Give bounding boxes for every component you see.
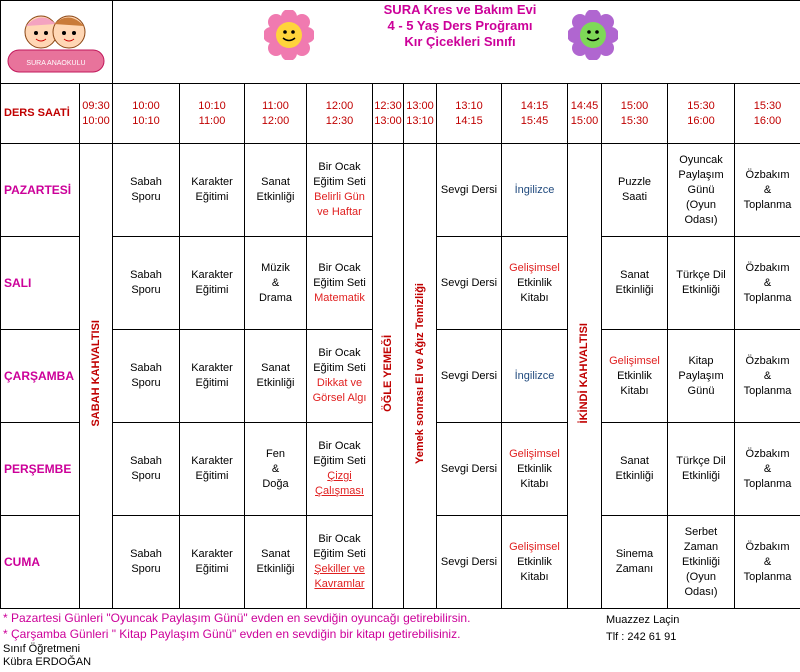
cell-line: Sporu <box>131 191 161 203</box>
cell-line: 11:00 <box>198 114 226 127</box>
cell-line: Sanat <box>261 362 290 374</box>
pink-flower-icon <box>264 10 314 60</box>
cell-line: Matematik <box>314 291 365 304</box>
activity-cell <box>180 423 245 516</box>
cell-line: & <box>763 276 772 289</box>
activity-cell <box>113 516 180 609</box>
cell-line: Toplanma <box>743 198 792 211</box>
activity-cell <box>668 423 735 516</box>
cell-line: Kitabı <box>520 291 549 304</box>
activity-cell <box>735 237 800 330</box>
cell-line: Sevgi Dersi <box>440 276 498 289</box>
cell-line: Kitap <box>688 354 714 367</box>
cell-line: Paylaşım <box>678 369 724 382</box>
cell-line: Sabah <box>130 176 162 188</box>
cell-line: Çalışması <box>315 485 364 497</box>
time-slot <box>668 84 735 144</box>
cell-line: 10:00 <box>132 99 160 112</box>
cell-line: Zamanı <box>615 563 654 575</box>
cell-line: Etkinliği <box>256 377 295 389</box>
activity-cell <box>668 144 735 237</box>
title-line-1: SURA Kres ve Bakım Evi <box>383 2 537 17</box>
cell-line: Etkinlik <box>617 369 652 382</box>
cell-line: Karakter <box>191 269 233 281</box>
cell-line: Günü <box>687 384 715 397</box>
time-slot <box>404 84 437 144</box>
green-flower-icon <box>568 10 618 60</box>
cell-line: Bir Ocak <box>318 261 361 274</box>
cell-line: 10:10 <box>198 99 226 112</box>
cell-line: Karakter <box>191 362 233 374</box>
cell-line: Etkinliği <box>682 284 720 296</box>
cell-line: Çizgi <box>327 470 352 482</box>
header-label: DERS SAATİ <box>1 84 80 144</box>
cell-line: Doğa <box>262 477 289 490</box>
cell-line: Fen <box>266 447 285 460</box>
table-row <box>1 144 800 237</box>
cell-line: 16:00 <box>753 114 782 127</box>
cell-line: Özbakım <box>745 540 790 553</box>
day-name: CUMA <box>1 516 80 609</box>
cell-line: Dikkat ve <box>316 377 363 389</box>
cell-line: Sevgi Dersi <box>440 369 498 382</box>
day-name: SALI <box>1 237 80 330</box>
cell-line: ve Haftar <box>317 206 362 218</box>
cell-line: Eğitimi <box>195 563 229 575</box>
cell-line: & <box>763 183 772 196</box>
cell-line: Toplanma <box>743 384 792 397</box>
logo-text: SURA ANAOKULU <box>26 60 86 67</box>
cell-line: 10:10 <box>132 114 160 127</box>
cell-line: Karakter <box>191 548 233 560</box>
cell-line: Toplanma <box>743 291 792 304</box>
day-name: PERŞEMBE <box>1 423 80 516</box>
cell-line: Sabah <box>130 455 162 467</box>
activity-cell <box>307 423 373 516</box>
lunch-cell <box>373 144 404 609</box>
cell-line: (Oyun <box>686 570 716 583</box>
hygiene-cell <box>404 144 437 609</box>
cell-line: Sabah <box>130 548 162 560</box>
cell-line: Özbakım <box>745 168 790 181</box>
cell-line: Türkçe Dil <box>676 269 726 281</box>
activity-cell <box>502 144 568 237</box>
cell-line: Sporu <box>131 377 161 389</box>
cell-line: Odası) <box>684 585 718 598</box>
cell-line: 12:30 <box>325 114 354 127</box>
activity-cell <box>307 144 373 237</box>
cell-line: Şekiller ve <box>314 563 365 575</box>
cell-line: Eğitimi <box>195 377 229 389</box>
cell-line: Eğitim Seti <box>313 455 366 467</box>
cell-line: Türkçe Dil <box>676 455 726 467</box>
cell-line: Sporu <box>131 284 161 296</box>
cell-line: Müzik <box>261 261 290 274</box>
cell-line: 15:30 <box>620 114 649 127</box>
cell-line: 15:30 <box>753 99 782 112</box>
activity-cell <box>245 516 307 609</box>
cell-line: 11:00 <box>262 99 289 112</box>
breakfast-cell <box>80 144 113 609</box>
activity-cell <box>602 516 668 609</box>
cell-line: Gelişimsel <box>509 261 560 274</box>
cell-line: Eğitimi <box>195 284 229 296</box>
cell-line: Sevgi Dersi <box>440 462 498 475</box>
cell-line: Zaman <box>683 540 719 553</box>
cell-line: Gelişimsel <box>509 447 560 460</box>
cell-line: Eğitim Seti <box>313 548 366 560</box>
cell-line: Puzzle <box>617 176 652 188</box>
cell-line: 12:30 <box>374 99 402 112</box>
hygiene-label: Yemek sonrası El ve Ağız Temizliği <box>413 283 426 464</box>
title-line-3: Kır Çicekleri Sınıfı <box>404 34 516 49</box>
kids-logo-icon <box>6 6 106 78</box>
cell-line: Etkinliği <box>615 284 654 296</box>
breakfast-label: SABAH KAHVALTISI <box>89 320 102 427</box>
activity-cell <box>602 423 668 516</box>
activity-cell <box>245 423 307 516</box>
activity-cell <box>735 330 800 423</box>
cell-line: Günü <box>687 183 715 196</box>
cell-line: 13:10 <box>455 99 483 112</box>
cell-line: (Oyun <box>686 198 716 211</box>
time-slot <box>437 84 502 144</box>
activity-cell <box>245 144 307 237</box>
cell-line: Kitabı <box>520 570 549 583</box>
cell-line: 09:30 <box>82 99 110 112</box>
cell-line: Etkinlik <box>517 555 552 568</box>
cell-line: Sinema <box>615 548 654 560</box>
activity-cell <box>180 516 245 609</box>
teacher-name: Kübra ERDOĞAN <box>3 656 92 668</box>
cell-line: Toplanma <box>743 570 792 583</box>
cell-line: 15:00 <box>570 114 599 127</box>
cell-line: 16:00 <box>687 114 715 127</box>
time-slot <box>568 84 602 144</box>
cell-line: Sanat <box>261 176 290 188</box>
cell-line: Eğitim Seti <box>313 362 366 374</box>
activity-cell <box>437 330 502 423</box>
cell-line: Etkinliği <box>682 470 720 482</box>
cell-line: İngilizce <box>514 183 555 196</box>
cell-line: Özbakım <box>745 261 790 274</box>
activity-cell <box>502 330 568 423</box>
time-slot <box>602 84 668 144</box>
cell-line: Sevgi Dersi <box>440 183 498 196</box>
time-slot <box>735 84 800 144</box>
activity-cell <box>307 330 373 423</box>
activity-cell <box>307 516 373 609</box>
activity-cell <box>602 144 668 237</box>
cell-line: Bir Ocak <box>318 161 361 173</box>
cell-line: Sporu <box>131 563 161 575</box>
cell-line: Belirli Gün <box>314 191 365 203</box>
time-slot <box>80 84 113 144</box>
activity-cell <box>437 144 502 237</box>
cell-line: Etkinliği <box>615 470 654 482</box>
cell-line: Bir Ocak <box>318 440 361 452</box>
cell-line: Toplanma <box>743 477 792 490</box>
activity-cell <box>245 237 307 330</box>
note-1: * Pazartesi Günleri "Oyuncak Paylaşım Günü" evden en sevdiğin oyuncağı getirebilirsin. <box>3 611 471 625</box>
activity-cell <box>113 144 180 237</box>
cell-line: 12:00 <box>261 114 290 127</box>
activity-cell <box>307 237 373 330</box>
activity-cell <box>113 423 180 516</box>
cell-line: Özbakım <box>745 447 790 460</box>
activity-cell <box>437 423 502 516</box>
cell-line: Kitabı <box>620 384 649 397</box>
teacher-info <box>3 643 91 669</box>
cell-line: & <box>763 462 772 475</box>
day-name: ÇARŞAMBA <box>1 330 80 423</box>
cell-line: Etkinlik <box>517 462 552 475</box>
cell-line: Oyuncak <box>679 153 723 166</box>
time-slot <box>307 84 373 144</box>
page-title <box>360 2 560 50</box>
contact-name: Muazzez Laçin <box>606 614 680 626</box>
cell-line: Bir Ocak <box>318 347 361 359</box>
cell-line: 15:00 <box>620 99 649 112</box>
activity-cell <box>113 237 180 330</box>
cell-line: Sanat <box>261 548 290 560</box>
time-slot <box>245 84 307 144</box>
cell-line: & <box>763 555 772 568</box>
activity-cell <box>735 144 800 237</box>
activity-cell <box>602 237 668 330</box>
activity-cell <box>668 516 735 609</box>
cell-line: Etkinlik <box>517 276 552 289</box>
activity-cell <box>113 330 180 423</box>
snack-cell <box>568 144 602 609</box>
cell-line: Eğitim Seti <box>313 276 366 289</box>
cell-line: Etkinliği <box>256 563 295 575</box>
cell-line: Karakter <box>191 455 233 467</box>
cell-line: 13:10 <box>406 114 434 127</box>
cell-line: 14:45 <box>570 99 599 112</box>
activity-cell <box>668 237 735 330</box>
cell-line: Sabah <box>130 269 162 281</box>
cell-line: Sanat <box>620 455 649 467</box>
cell-line: Gelişimsel <box>609 354 660 367</box>
contact-info <box>606 612 679 646</box>
note-2: * Çarşamba Günleri " Kitap Paylaşım Günü" evden en sevdiğin bir kitapı getirebilisiniz. <box>3 627 461 641</box>
cell-line: Sanat <box>620 269 649 281</box>
cell-line: Bir Ocak <box>318 533 361 545</box>
activity-cell <box>180 144 245 237</box>
cell-line: Saati <box>621 191 648 203</box>
cell-line: 15:30 <box>687 99 715 112</box>
cell-line: 14:15 <box>455 114 483 127</box>
contact-phone: Tlf : 242 61 91 <box>606 631 677 643</box>
cell-line: 10:00 <box>82 114 110 127</box>
notes <box>3 610 470 642</box>
cell-line: Paylaşım <box>678 168 724 181</box>
cell-line: Etkinliği <box>682 555 720 568</box>
cell-line: Serbet <box>684 525 718 538</box>
cell-line: Eğitim Seti <box>313 176 366 188</box>
day-name: PAZARTESİ <box>1 144 80 237</box>
cell-line: Gelişimsel <box>509 540 560 553</box>
time-slot <box>180 84 245 144</box>
time-slot <box>373 84 404 144</box>
activity-cell <box>180 237 245 330</box>
cell-line: Görsel Algı <box>312 392 367 404</box>
time-slot <box>113 84 180 144</box>
activity-cell <box>668 330 735 423</box>
title-line-2: 4 - 5 Yaş Ders Proğramı <box>387 18 533 33</box>
cell-line: & <box>271 462 280 475</box>
cell-line: Karakter <box>191 176 233 188</box>
cell-line: 14:15 <box>520 99 549 112</box>
lunch-label: ÖĞLE YEMEĞİ <box>381 335 394 412</box>
cell-line: Odası) <box>684 213 718 226</box>
cell-line: & <box>763 369 772 382</box>
cell-line: 13:00 <box>374 114 402 127</box>
activity-cell <box>502 516 568 609</box>
activity-cell <box>502 237 568 330</box>
cell-line: Sabah <box>130 362 162 374</box>
cell-line: Kavramlar <box>314 578 365 590</box>
cell-line: İngilizce <box>514 369 555 382</box>
activity-cell <box>735 423 800 516</box>
activity-cell <box>245 330 307 423</box>
cell-line: Eğitimi <box>195 191 229 203</box>
cell-line: Sevgi Dersi <box>440 555 498 568</box>
cell-line: Özbakım <box>745 354 790 367</box>
activity-cell <box>437 516 502 609</box>
cell-line: 12:00 <box>325 99 354 112</box>
cell-line: Drama <box>258 291 292 304</box>
cell-line: Sporu <box>131 470 161 482</box>
cell-line: & <box>271 276 280 289</box>
activity-cell <box>502 423 568 516</box>
activity-cell <box>735 516 800 609</box>
teacher-role: Sınıf Öğretmeni <box>3 643 81 655</box>
cell-line: Etkinliği <box>256 191 295 203</box>
cell-line: Eğitimi <box>195 470 229 482</box>
snack-label: İKİNDİ KAHVALTISI <box>578 323 590 424</box>
cell-line: 15:45 <box>520 114 549 127</box>
time-slot <box>502 84 568 144</box>
activity-cell <box>180 330 245 423</box>
cell-line: Kitabı <box>520 477 549 490</box>
activity-cell <box>437 237 502 330</box>
cell-line: 13:00 <box>406 99 434 112</box>
activity-cell <box>602 330 668 423</box>
